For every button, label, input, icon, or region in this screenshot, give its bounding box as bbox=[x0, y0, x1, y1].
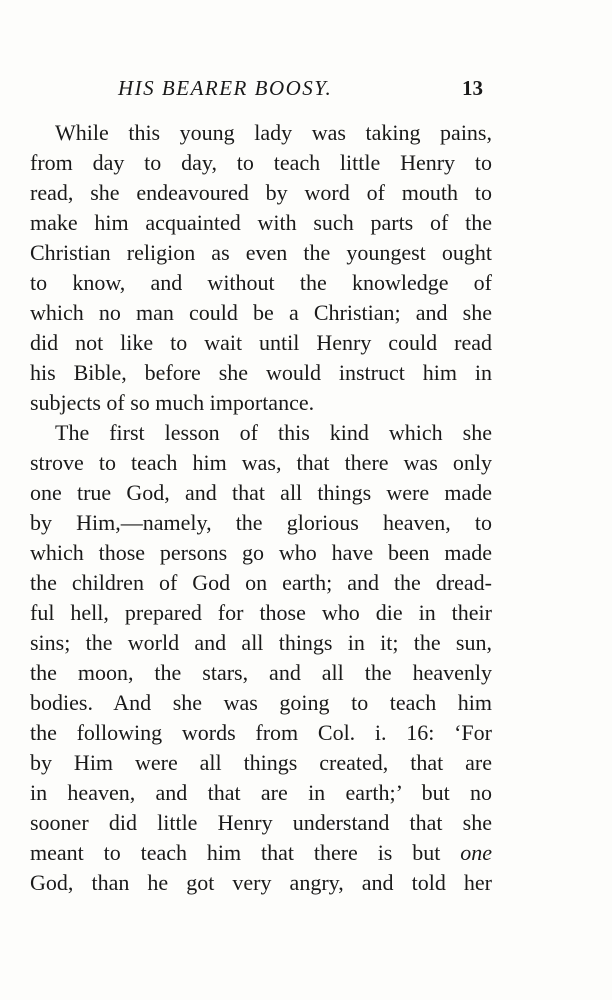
body-text bbox=[30, 118, 492, 898]
text-line: subjects of so much importance. bbox=[30, 390, 315, 415]
text-line: the moon, the stars, and all the heavenly bbox=[30, 660, 492, 685]
text-line: which those persons go who have been made bbox=[30, 540, 492, 565]
text-line: God, than he got very angry, and told her bbox=[30, 870, 492, 895]
emphasized-word: one bbox=[460, 840, 492, 865]
text-line-start: meant to teach him that there is but bbox=[30, 840, 441, 865]
text-line: his Bible, before she would instruct him in bbox=[30, 360, 492, 385]
text-line: ful hell, prepared for those who die in their bbox=[30, 600, 492, 625]
text-line: in heaven, and that are in earth;’ but no bbox=[30, 780, 492, 805]
text-line: the following words from Col. i. 16: ‘For bbox=[30, 720, 492, 745]
text-line: sins; the world and all things in it; the sun, bbox=[30, 630, 492, 655]
text-line: bodies. And she was going to teach him bbox=[30, 690, 492, 715]
text-line: by Him were all things created, that are bbox=[30, 750, 492, 775]
text-line bbox=[30, 838, 492, 868]
page-number: 13 bbox=[462, 76, 483, 100]
text-line: strove to teach him was, that there was only bbox=[30, 450, 492, 475]
text-line: by Him,—namely, the glorious heaven, to bbox=[30, 510, 492, 535]
paragraph bbox=[30, 418, 492, 898]
text-line: While this young lady was taking pains, bbox=[55, 120, 492, 145]
text-line: the children of God on earth; and the dread- bbox=[30, 570, 492, 595]
text-line: which no man could be a Christian; and she bbox=[30, 300, 492, 325]
text-line: sooner did little Henry understand that she bbox=[30, 810, 492, 835]
text-line: one true God, and that all things were made bbox=[30, 480, 492, 505]
running-title: HIS BEARER BOOSY. bbox=[118, 76, 333, 100]
text-line: from day to day, to teach little Henry to bbox=[30, 150, 492, 175]
text-line: The first lesson of this kind which she bbox=[55, 420, 492, 445]
text-line: to know, and without the knowledge of bbox=[30, 270, 492, 295]
text-line: make him acquainted with such parts of the bbox=[30, 210, 492, 235]
paragraph bbox=[30, 118, 492, 418]
text-line: did not like to wait until Henry could read bbox=[30, 330, 492, 355]
text-line: read, she endeavoured by word of mouth to bbox=[30, 180, 492, 205]
text-line: Christian religion as even the youngest ought bbox=[30, 240, 492, 265]
running-head bbox=[30, 72, 490, 104]
